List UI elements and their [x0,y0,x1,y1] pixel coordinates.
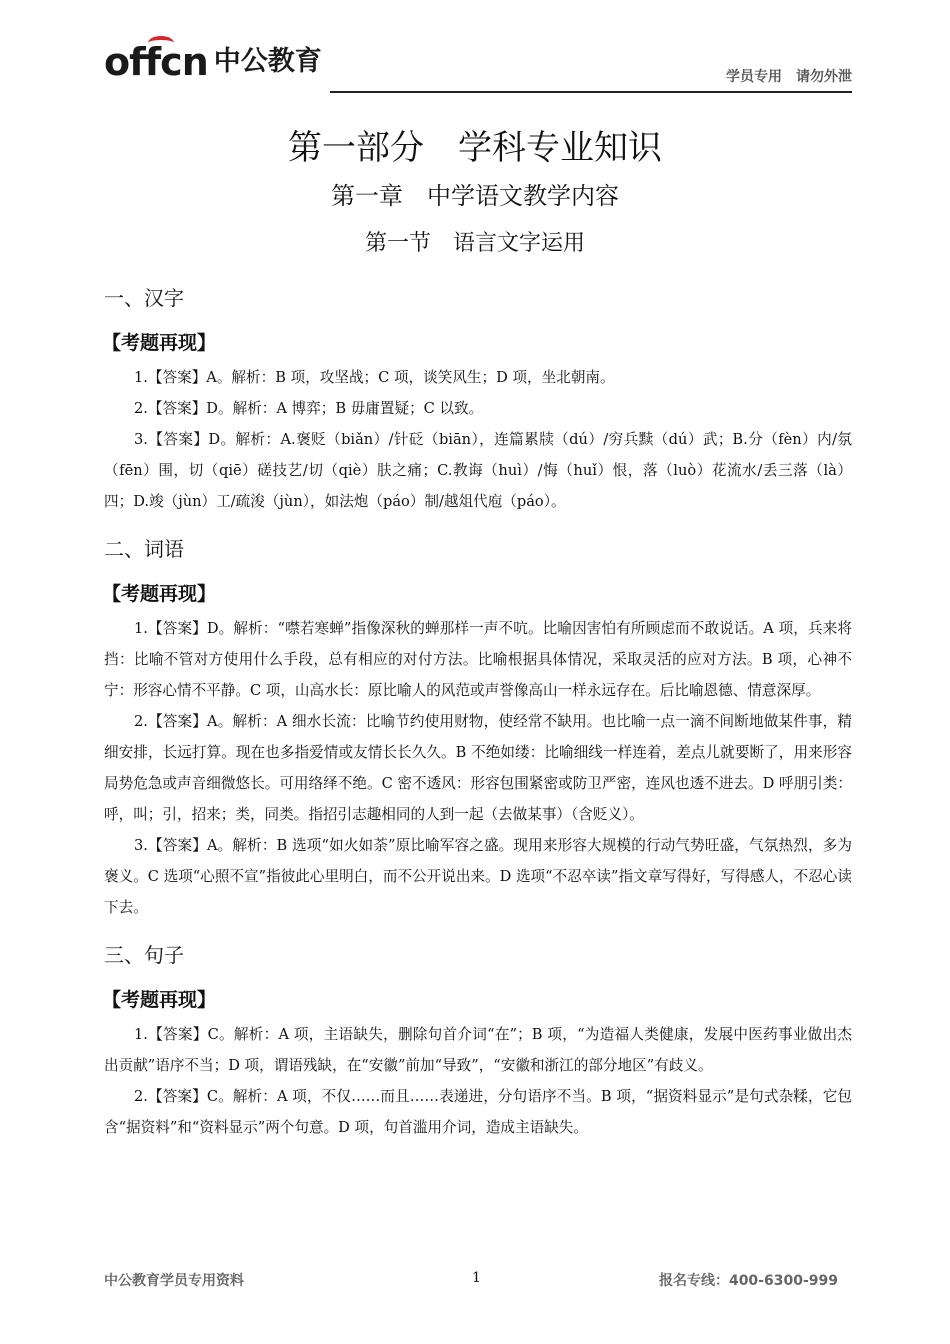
logo-wordmark [104,42,208,82]
answer-paragraph: 3.【答案】A。解析：B 选项“如火如荼”原比喻军容之盛。现用来形容大规模的行动气势旺盛，气氛热烈，多为褒义。C 选项“心照不宣”指彼此心里明白，而不公开说出来。D 选项“不忍卒读”指文章写得好，写得感人，不忍心读下去。 [104,837,852,916]
answer-paragraph: 1.【答案】A。解析：B 项，攻坚战；C 项，谈笑风生；D 项，坐北朝南。 [134,369,615,386]
header-tag-confidential: 请勿外泄 [796,69,852,85]
header-rule [330,91,852,93]
page-number: 1 [472,1270,481,1286]
logo-en-text: offcn [104,40,208,84]
logo-cn-text: 中公教育 [213,46,322,77]
answer-paragraph: 2.【答案】C。解析：A 项，不仅……而且……表递进，分句语序不当。B 项，“据资料显示”是句式杂糅，它包含“据资料”和“资料显示”两个句意。D 项，句首滥用介词，造成主语缺失。 [104,1088,852,1136]
answer-paragraph: 2.【答案】D。解析：A 博弈；B 毋庸置疑；C 以致。 [134,400,484,417]
body-content [104,274,852,1143]
answer-paragraph: 3.【答案】D。解析：A.褒贬（biǎn）/针砭（biān），连篇累牍（dú）/穷兵黩（dú）武；B.分（fèn）内/氛（fēn）围，切（qiē）磋技艺/切（qiè）肤之痛；C.教诲（huì）/悔（huǐ）恨，落（luò）花流水/丢三落（là）四；D.竣（jùn）工/疏浚（jùn），如法炮（páo）制/越俎代庖（páo）。 [104,431,852,510]
subsection-heading: 【考题再现】 [102,332,217,354]
chapter-title: 第一章 中学语文教学内容 [331,182,619,210]
footer-label: 中公教育学员专用资料 [104,1273,244,1289]
section-ciyu [104,531,852,923]
section-heading: 一、汉字 [104,286,184,310]
header-tags [726,66,852,86]
page-footer [104,1270,838,1294]
offcn-logo [104,42,322,82]
answer-paragraph: 1.【答案】C。解析：A 项，主语缺失，删除句首介词“在”；B 项，“为造福人类健康，发展中医药事业做出杰出贡献”语序不当；D 项，谓语残缺，在“安徽”前加“导致”，“安徽和浙江的部分地区”有歧义。 [104,1026,852,1074]
section-title: 第一节 语言文字运用 [364,231,585,256]
part-title: 第一部分 学科专业知识 [288,128,662,168]
subsection-heading: 【考题再现】 [102,583,217,605]
page-header [104,36,852,96]
section-heading: 二、词语 [104,537,184,561]
subsection-heading: 【考题再现】 [102,989,217,1011]
answer-paragraph: 1.【答案】D。解析：“噤若寒蝉”指像深秋的蝉那样一声不吭。比喻因害怕有所顾虑而不敢说话。A 项，兵来将挡：比喻不管对方使用什么手段，总有相应的对付方法。比喻根据具体情况，采取灵活的应对方法。B 项，心神不宁：形容心情不平静。C 项，山高水长：原比喻人的风范或声誉像高山一样永远存在。后比喻恩德、情意深厚。 [104,620,852,699]
section-hanzi [104,280,852,517]
answer-paragraph: 2.【答案】A。解析：A 细水长流：比喻节约使用财物，使经常不缺用。也比喻一点一滴不间断地做某件事，精细安排，长远打算。现在也多指爱情或友情长长久久。B 不绝如缕：比喻细线一样连着，差点儿就要断了，用来形容局势危急或声音细微悠长。可用络绎不绝。C 密不透风：形容包围紧密或防卫严密，连风也透不进去。D 呼朋引类：呼，叫；引，招来；类，同类。指招引志趣相同的人到一起（去做某事）（含贬义）。 [104,713,852,823]
footer-hotline: 报名专线：400-6300-999 [658,1273,838,1289]
header-tag-students: 学员专用 [726,69,782,85]
section-juzi [104,937,852,1143]
logo-swoosh-icon [148,36,174,50]
section-heading: 三、句子 [104,943,184,967]
